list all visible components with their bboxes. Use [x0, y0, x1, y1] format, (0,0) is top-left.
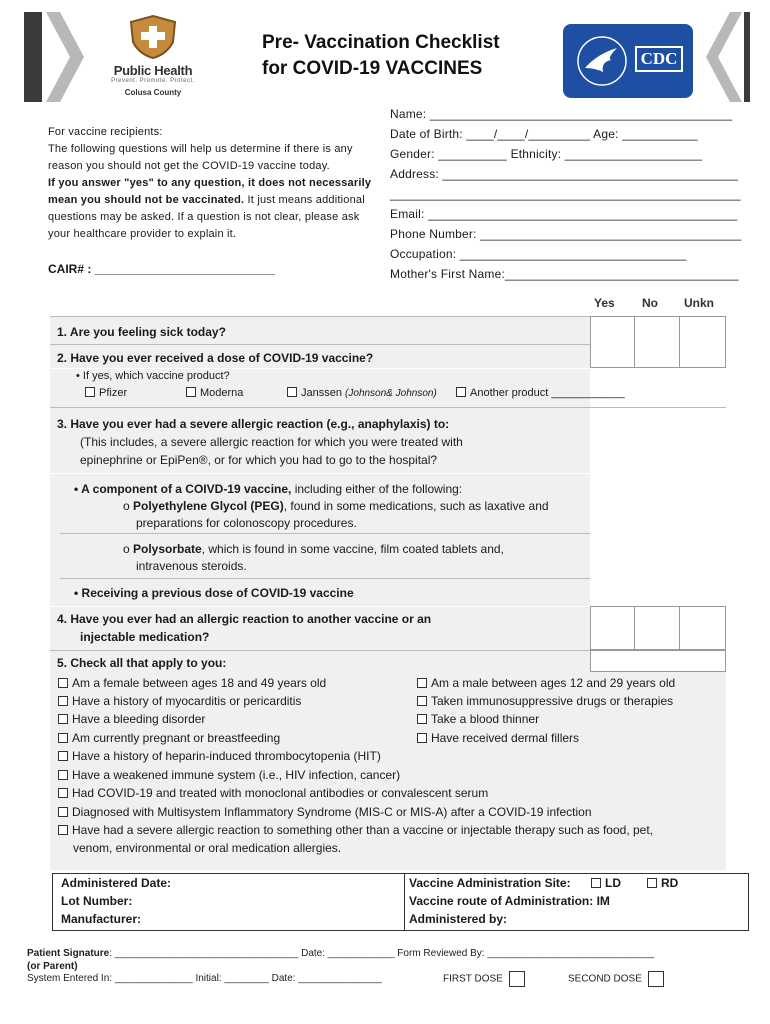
option-label: Had COVID-19 and treated with monoclonal antibodies or convalescent serum	[72, 786, 489, 800]
option-label: Have a bleeding disorder	[72, 712, 206, 726]
row-line	[50, 316, 590, 317]
checkbox[interactable]	[58, 696, 68, 706]
admin-route: Vaccine route of Administration: IM	[409, 894, 610, 908]
system-entered-line[interactable]: System Entered In: ______________ Initial: ________ Date: _______________	[27, 973, 382, 984]
site-rd-label: RD	[661, 876, 679, 890]
checkbox[interactable]	[58, 770, 68, 780]
question-3: 3. Have you ever had a severe allergic reaction (e.g., anaphylaxis) to:	[57, 417, 450, 431]
second-dose-label: SECOND DOSE	[568, 973, 642, 985]
row-line	[50, 407, 726, 408]
q5-option[interactable]	[58, 710, 205, 728]
parent-label: (or Parent)	[27, 961, 78, 972]
row-line	[50, 473, 590, 474]
admin-divider	[404, 874, 405, 930]
question-3a-rest: including either of the following:	[291, 482, 463, 496]
polysorbate-bold: Polysorbate	[133, 542, 202, 556]
option-label: Taken immunosuppressive drugs or therapies	[431, 694, 674, 708]
question-2: 2. Have you ever received a dose of COVID-19 vaccine?	[57, 351, 374, 365]
site-ld-label: LD	[605, 876, 621, 890]
option-label: Diagnosed with Multisystem Inflammatory Syndrome (MIS-C or MIS-A) after a COVID-19 infection	[72, 805, 592, 819]
col-yes: Yes	[594, 296, 615, 310]
q5-option[interactable]	[58, 674, 326, 692]
row-line	[50, 606, 590, 607]
q5-option[interactable]	[58, 747, 381, 765]
checkbox[interactable]	[58, 714, 68, 724]
option-label: Take a blood thinner	[431, 712, 540, 726]
admin-date[interactable]: Administered Date:	[61, 876, 172, 890]
question-3b: • Receiving a previous dose of COVID-19 vaccine	[74, 586, 354, 600]
occupation-field[interactable]: Occupation: _________________________________	[390, 247, 687, 261]
q5-option-cont: venom, environmental or oral medication allergies.	[73, 841, 342, 855]
checkbox[interactable]	[85, 387, 95, 397]
intro-rest: It just means additional questions may be asked. If a question is not clear, please ask your healthcare provider to explain it.	[48, 194, 365, 240]
option-label: Am a male between ages 12 and 29 years old	[431, 676, 676, 690]
first-dose-checkbox[interactable]	[509, 971, 525, 987]
cdc-label: CDC	[635, 46, 683, 72]
first-dose[interactable]	[443, 971, 525, 987]
row-line	[50, 344, 590, 345]
left-chevron-decoration	[24, 12, 94, 102]
polysorbate-rest: , which is found in some vaccine, film coated tablets and,	[201, 542, 504, 556]
signature-rest: : _________________________________ Date: ____________ Form Reviewed By: ______________________________	[109, 948, 655, 959]
question-3-note-1: (This includes, a severe allergic reaction for which you were treated with	[80, 435, 463, 449]
peg-item: o Polyethylene Glycol (PEG), found in some medications, such as laxative and	[123, 499, 549, 513]
question-1: 1. Are you feeling sick today?	[57, 325, 226, 339]
q5-option[interactable]	[417, 692, 673, 710]
question-3-note-2: epinephrine or EpiPen®, or for which you had to go to the hospital?	[80, 453, 438, 467]
question-3a-bold: • A component of a COIVD-19 vaccine,	[74, 482, 292, 496]
logo-county: Colusa County	[124, 88, 182, 97]
checkbox[interactable]	[417, 696, 427, 706]
option-label: Have a weakened immune system (i.e., HIV infection, cancer)	[72, 768, 401, 782]
option-label: Have received dermal fillers	[431, 731, 580, 745]
eagle-icon	[573, 34, 631, 88]
option-label: Another product ____________	[470, 387, 625, 399]
question-4-line-1: 4. Have you ever had an allergic reaction to another vaccine or an	[57, 612, 432, 626]
site-ld[interactable]	[591, 876, 621, 890]
answer-box-q1[interactable]	[590, 316, 726, 368]
q5-option[interactable]	[58, 803, 592, 821]
administration-table	[52, 873, 749, 931]
title-line-2: for COVID-19 VACCINES	[262, 58, 483, 79]
dob-field[interactable]: Date of Birth: ____/____/_________ Age: ___________	[390, 127, 698, 141]
checkbox[interactable]	[417, 733, 427, 743]
intro-note	[48, 175, 378, 243]
checkbox[interactable]	[647, 878, 657, 888]
q5-option[interactable]	[417, 729, 579, 747]
admin-by[interactable]: Administered by:	[409, 912, 508, 926]
address-line-2[interactable]: ___________________________________________________	[390, 187, 741, 201]
q5-option[interactable]	[58, 729, 280, 747]
option-label: Pfizer	[99, 387, 128, 399]
col-unkn: Unkn	[684, 296, 714, 310]
q5-option[interactable]	[417, 674, 675, 692]
q5-option[interactable]	[58, 766, 400, 784]
intro-text	[48, 124, 378, 243]
first-dose-label: FIRST DOSE	[443, 973, 503, 985]
admin-manufacturer[interactable]: Manufacturer:	[61, 912, 142, 926]
checkbox[interactable]	[58, 825, 68, 835]
checkbox[interactable]	[58, 807, 68, 817]
intro-heading: For vaccine recipients:	[48, 126, 163, 138]
answer-col-divider	[634, 606, 635, 650]
option-label: Am a female between ages 18 and 49 years old	[72, 676, 327, 690]
option-note: (Johnson& Johnson)	[345, 388, 437, 399]
row-line	[60, 578, 590, 579]
peg-rest: , found in some medications, such as laxative and	[283, 499, 549, 513]
option-another[interactable]	[456, 384, 625, 402]
page-title	[262, 30, 500, 82]
logo-tagline: Prevent. Promote. Protect.	[111, 78, 195, 84]
checkbox[interactable]	[186, 387, 196, 397]
polysorbate-line-2: intravenous steroids.	[136, 559, 247, 573]
checkbox[interactable]	[591, 878, 601, 888]
checkbox[interactable]	[417, 714, 427, 724]
q5-option[interactable]	[58, 692, 301, 710]
checkbox[interactable]	[417, 678, 427, 688]
question-2-sub: • If yes, which vaccine product?	[76, 370, 230, 382]
checkbox[interactable]	[58, 788, 68, 798]
checkbox[interactable]	[287, 387, 297, 397]
public-health-logo	[98, 14, 208, 106]
col-no: No	[642, 296, 658, 310]
option-label: Have a history of heparin-induced thrombocytopenia (HIT)	[72, 749, 381, 763]
second-dose-checkbox[interactable]	[648, 971, 664, 987]
phone-field[interactable]: Phone Number: ______________________________________	[390, 227, 742, 241]
checkbox[interactable]	[58, 751, 68, 761]
cair-field[interactable]: CAIR# : ___________________________	[48, 262, 275, 276]
row-line	[60, 533, 590, 534]
checkbox[interactable]	[58, 733, 68, 743]
checkbox[interactable]	[58, 678, 68, 688]
answer-box-q3[interactable]	[590, 606, 726, 650]
option-label: Janssen	[301, 387, 342, 399]
cdc-logo	[563, 24, 693, 98]
answer-col-divider	[634, 316, 635, 368]
polysorbate-item: o Polysorbate, which is found in some vaccine, film coated tablets and,	[123, 542, 504, 556]
option-label: Have a history of myocarditis or pericarditis	[72, 694, 302, 708]
mother-name-field[interactable]: Mother's First Name:__________________________________	[390, 267, 739, 281]
signature-label: Patient Signature	[27, 948, 110, 959]
intro-paragraph: The following questions will help us determine if there is any reason you should not get the COVID-19 vaccine today.	[48, 143, 353, 172]
admin-lot[interactable]: Lot Number:	[61, 894, 133, 908]
question-3a	[74, 480, 462, 498]
answer-col-divider	[679, 316, 680, 368]
name-field[interactable]: Name: ____________________________________________	[390, 107, 733, 121]
peg-bold: Polyethylene Glycol (PEG)	[133, 499, 284, 513]
signature-line[interactable]	[27, 948, 654, 959]
intro-bold: If you answer "yes" to any question, it does not necessarily mean you should not be vaccinated.	[48, 177, 372, 206]
peg-line-2: preparations for colonoscopy procedures.	[136, 516, 357, 530]
checkbox[interactable]	[456, 387, 466, 397]
answer-col-divider	[679, 606, 680, 650]
option-label: Moderna	[200, 387, 244, 399]
site-rd[interactable]	[647, 876, 678, 890]
gender-field[interactable]: Gender: __________ Ethnicity: ____________________	[390, 147, 703, 161]
q5-option[interactable]	[417, 710, 539, 728]
q5-option[interactable]	[58, 821, 653, 839]
admin-site: Vaccine Administration Site:	[409, 876, 571, 890]
option-pfizer[interactable]	[85, 384, 127, 402]
question-5: 5. Check all that apply to you:	[57, 656, 227, 670]
answer-box-q4[interactable]	[590, 650, 726, 672]
title-line-1: Pre- Vaccination Checklist	[262, 32, 500, 53]
q5-option[interactable]	[58, 784, 488, 802]
option-moderna[interactable]	[186, 384, 243, 402]
option-label: Have had a severe allergic reaction to something other than a vaccine or injectable therapy such as food, pet,	[72, 823, 654, 837]
second-dose[interactable]	[568, 971, 664, 987]
email-field[interactable]: Email: _____________________________________________	[390, 207, 738, 221]
option-label: Am currently pregnant or breastfeeding	[72, 731, 281, 745]
question-4-line-2: injectable medication?	[80, 630, 210, 644]
right-chevron-decoration	[700, 12, 750, 102]
option-janssen[interactable]	[287, 384, 437, 403]
address-field[interactable]: Address: ___________________________________________	[390, 167, 739, 181]
logo-name: Public Health	[113, 63, 193, 78]
shield-icon	[127, 14, 179, 60]
